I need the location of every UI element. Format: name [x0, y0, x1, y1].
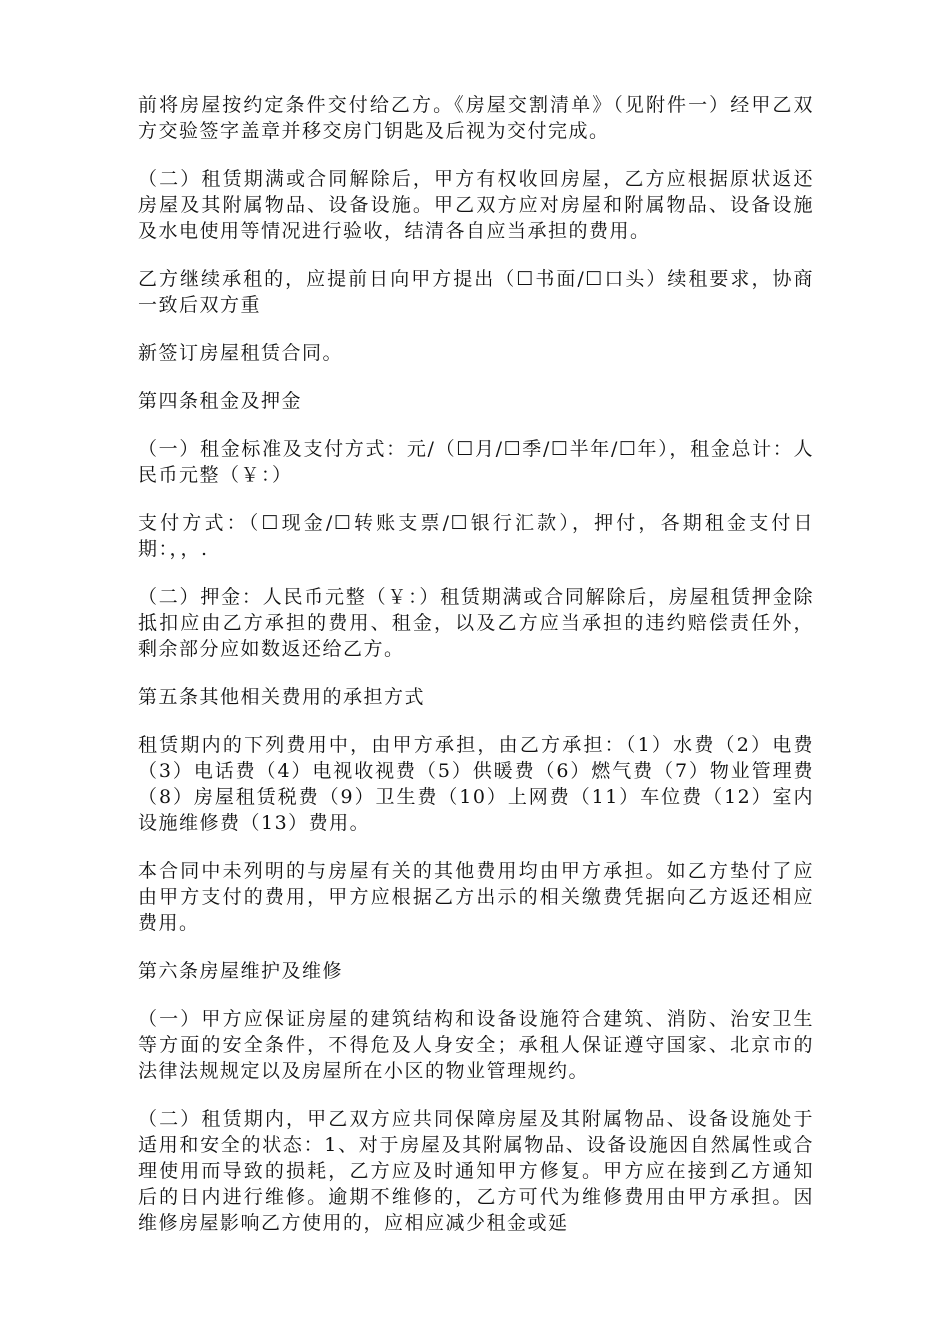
paragraph-handover: 前将房屋按约定条件交付给乙方。《房屋交割清单》（见附件一）经甲乙双方交验签字盖章并移交房门钥匙及后视为交付完成。: [138, 94, 814, 142]
paragraph-repair-obligations: （二）租赁期内，甲乙双方应共同保障房屋及其附属物品、设备设施处于适用和安全的状态：1、对于房屋及其附属物品、设备设施因自然属性或合理使用而导致的损耗，乙方应及时通知甲方修复。甲方应在接到乙方通知后的日内进行维修。逾期不维修的，乙方可代为维修费用由甲方承担。因维修房屋影响乙方使用的，应相应减少租金或延: [138, 1108, 814, 1234]
paragraph-deposit: （二）押金：人民币元整（￥：）租赁期满或合同解除后，房屋租赁押金除抵扣应由乙方承担的费用、租金，以及乙方应当承担的违约赔偿责任外，剩余部分应如数返还给乙方。: [138, 586, 814, 660]
paragraph-unlisted-fees: 本合同中未列明的与房屋有关的其他费用均由甲方承担。如乙方垫付了应由甲方支付的费用，甲方应根据乙方出示的相关缴费凭据向乙方返还相应费用。: [138, 860, 814, 934]
section-heading-other-fees: 第五条其他相关费用的承担方式: [138, 686, 426, 708]
paragraph-fee-list: 租赁期内的下列费用中，由甲方承担，由乙方承担：（1）水费（2）电费（3）电话费（4）电视收视费（5）供暖费（6）燃气费（7）物业管理费（8）房屋租赁税费（9）卫生费（10）上网费（11）车位费（12）室内设施维修费（13）费用。: [138, 734, 814, 834]
paragraph-renewal-continued: 新签订房屋租赁合同。: [138, 342, 344, 364]
section-heading-rent-deposit: 第四条租金及押金: [138, 390, 303, 412]
section-heading-maintenance: 第六条房屋维护及维修: [138, 960, 344, 982]
document-page: [138, 92, 814, 1236]
paragraph-rent-standard: （一）租金标准及支付方式：元/（☐月/☐季/☐半年/☐年），租金总计：人民币元整（￥：）: [138, 438, 814, 486]
paragraph-safety-conditions: （一）甲方应保证房屋的建筑结构和设备设施符合建筑、消防、治安卫生等方面的安全条件，不得危及人身安全；承租人保证遵守国家、北京市的法律法规规定以及房屋所在小区的物业管理规约。: [138, 1008, 814, 1082]
paragraph-return-house: （二）租赁期满或合同解除后，甲方有权收回房屋，乙方应根据原状返还房屋及其附属物品、设备设施。甲乙双方应对房屋和附属物品、设备设施及水电使用等情况进行验收，结清各自应当承担的费用。: [138, 168, 814, 242]
paragraph-renewal: 乙方继续承租的，应提前日向甲方提出（☐书面/☐口头）续租要求，协商一致后双方重: [138, 268, 814, 316]
paragraph-payment-method: 支付方式：（☐现金/☐转账支票/☐银行汇款），押付，各期租金支付日期：，，.: [138, 512, 814, 560]
